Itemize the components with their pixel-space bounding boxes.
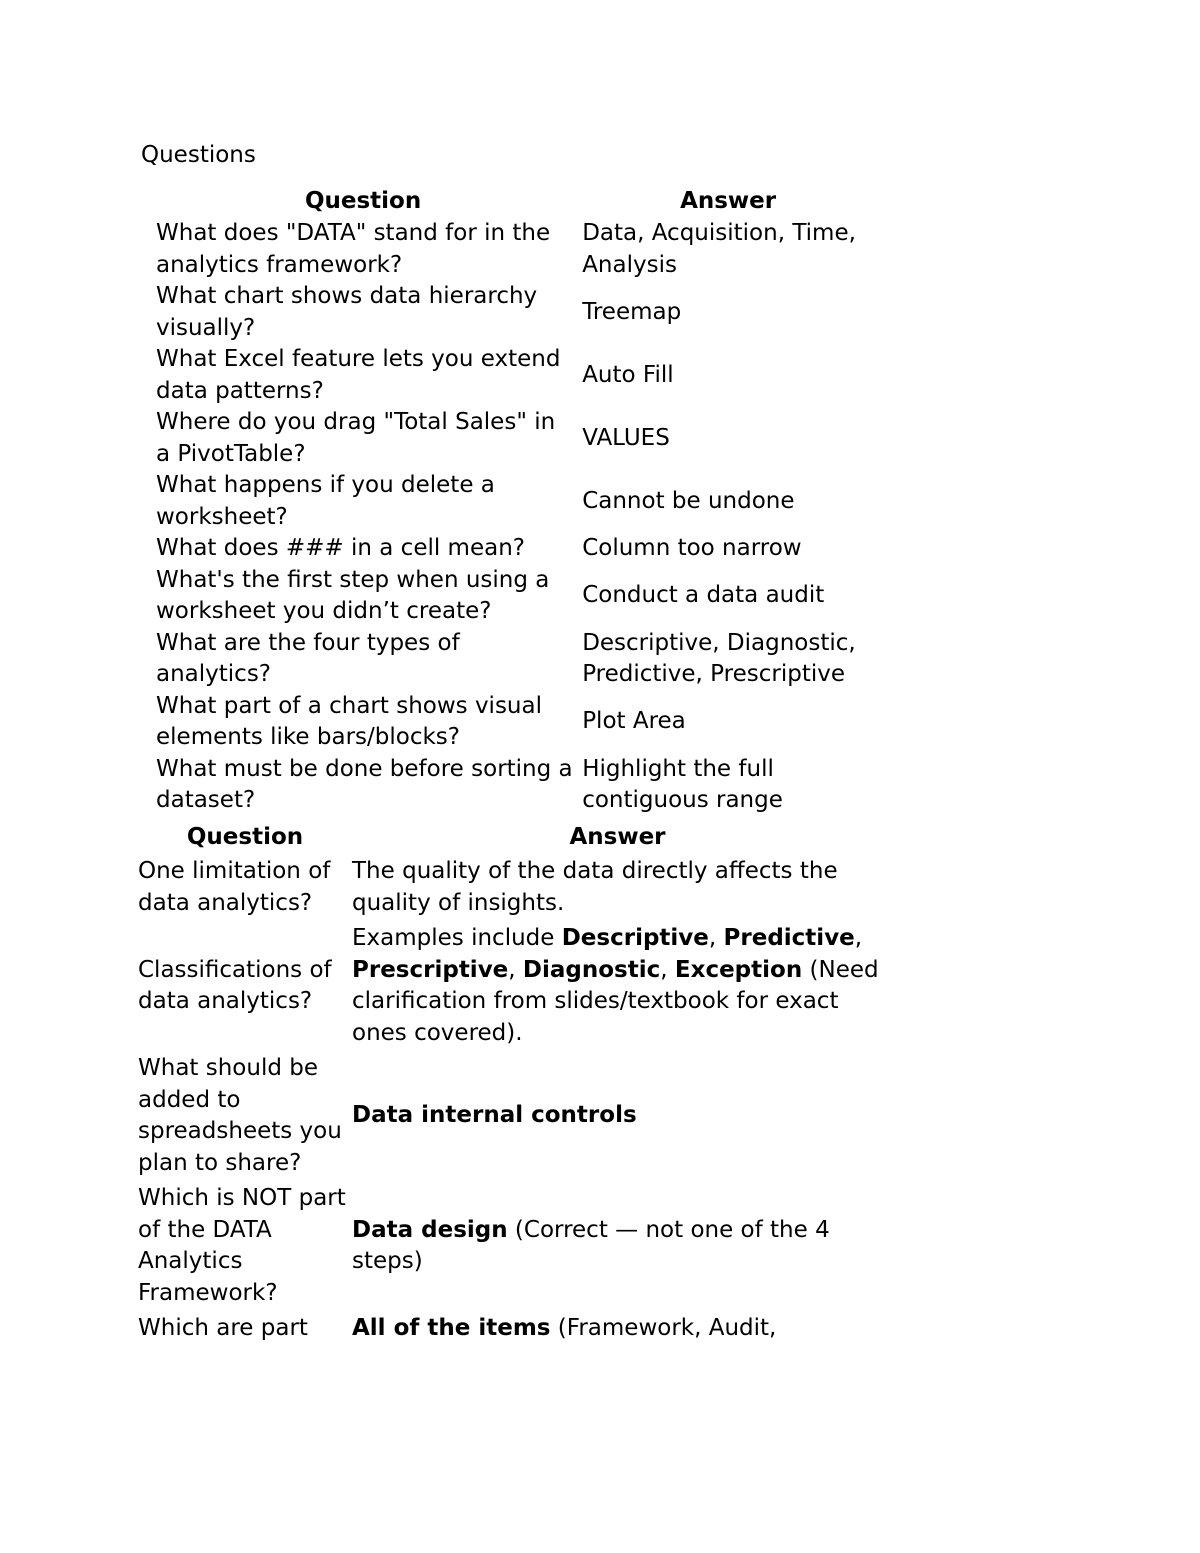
answer-cell: Data, Acquisition, Time, Analysis <box>582 220 856 278</box>
question-cell: What are the four types of analytics? <box>156 629 460 687</box>
answer-cell <box>352 1311 883 1347</box>
question-cell: What does "DATA" stand for in the analytics framework? <box>156 220 551 278</box>
question-cell: What chart shows data hierarchy visually? <box>156 283 538 341</box>
question-cell: What Excel feature lets you extend data patterns? <box>156 346 561 404</box>
question-cell: One limitation of data analytics? <box>138 858 331 916</box>
answer-header: Answer <box>680 188 777 215</box>
answer-cell <box>352 854 883 921</box>
table-row <box>150 470 880 533</box>
answer-cell: Column too narrow <box>582 535 802 561</box>
table-row <box>150 344 880 407</box>
table-row <box>138 1311 883 1347</box>
answer-rest: (Correct — not one of the 4 steps) <box>352 1216 830 1274</box>
question-cell: What must be done before sorting a dataset? <box>156 755 573 813</box>
table-header-row <box>138 822 883 854</box>
classification-descriptive: Descriptive <box>561 925 709 951</box>
table-row <box>138 921 883 1051</box>
answer-suffix: (Need clarification from slides/textbook for exact ones covered). <box>352 956 879 1046</box>
answer-cell: VALUES <box>582 424 670 451</box>
answer-bold: Data internal controls <box>352 1102 637 1129</box>
table-row <box>150 533 880 565</box>
answer-cell: Cannot be undone <box>582 487 795 514</box>
separator: , <box>708 925 724 951</box>
question-cell: Which is NOT part of the DATA Analytics Framework? <box>138 1185 346 1306</box>
classification-prescriptive: Prescriptive <box>352 956 509 983</box>
table-row <box>138 854 883 921</box>
separator: , <box>660 956 675 983</box>
qa-table-2 <box>138 822 883 1347</box>
question-header: Question <box>186 824 304 851</box>
question-cell: What should be added to spreadsheets you plan to share? <box>138 1055 342 1176</box>
answer-bold: Data design <box>352 1216 508 1243</box>
table-row <box>138 1051 883 1181</box>
table-row <box>150 565 880 628</box>
answer-cell: Conduct a data audit <box>582 582 825 609</box>
answer-cell <box>352 921 883 1051</box>
table-row <box>150 218 880 281</box>
classification-exception: Exception <box>674 956 803 983</box>
table-row <box>150 281 880 344</box>
question-cell: Classifications of data analytics? <box>138 956 332 1014</box>
qa-table-1 <box>150 186 880 817</box>
table-row <box>150 407 880 470</box>
table-row <box>150 691 880 754</box>
answer-cell: Treemap <box>582 298 682 325</box>
answer-prefix: Examples include <box>352 925 562 951</box>
table-row <box>150 628 880 691</box>
table-header-row <box>150 186 880 218</box>
question-cell: What happens if you delete a worksheet? <box>156 472 495 530</box>
answer-cell <box>352 1051 883 1181</box>
page-heading: Questions <box>141 142 256 168</box>
answer-cell: Highlight the full contiguous range <box>582 755 783 813</box>
answer-text: The quality of the data directly affects the quality of insights. <box>352 858 838 916</box>
table-row <box>150 754 880 817</box>
answer-cell: Descriptive, Diagnostic, Predictive, Prescriptive <box>582 629 856 687</box>
answer-cell <box>352 1181 883 1311</box>
answer-bold: All of the items <box>352 1315 551 1341</box>
question-cell: Where do you drag "Total Sales" in a PivotTable? <box>156 409 556 467</box>
answer-cell: Plot Area <box>582 708 686 735</box>
question-cell: What part of a chart shows visual elements like bars/blocks? <box>156 692 542 750</box>
answer-rest: (Framework, Audit, <box>550 1315 777 1341</box>
table-row <box>138 1181 883 1311</box>
question-header: Question <box>304 188 422 215</box>
classification-diagnostic: Diagnostic <box>522 956 661 983</box>
separator: , <box>854 925 863 951</box>
answer-cell: Auto Fill <box>582 361 674 388</box>
question-cell: What's the first step when using a worksheet you didn’t create? <box>156 566 550 624</box>
answer-header: Answer <box>569 824 666 851</box>
separator: , <box>508 956 523 983</box>
question-cell: Which are part <box>138 1315 308 1341</box>
classification-predictive: Predictive <box>723 925 855 951</box>
question-cell: What does ### in a cell mean? <box>156 535 525 561</box>
